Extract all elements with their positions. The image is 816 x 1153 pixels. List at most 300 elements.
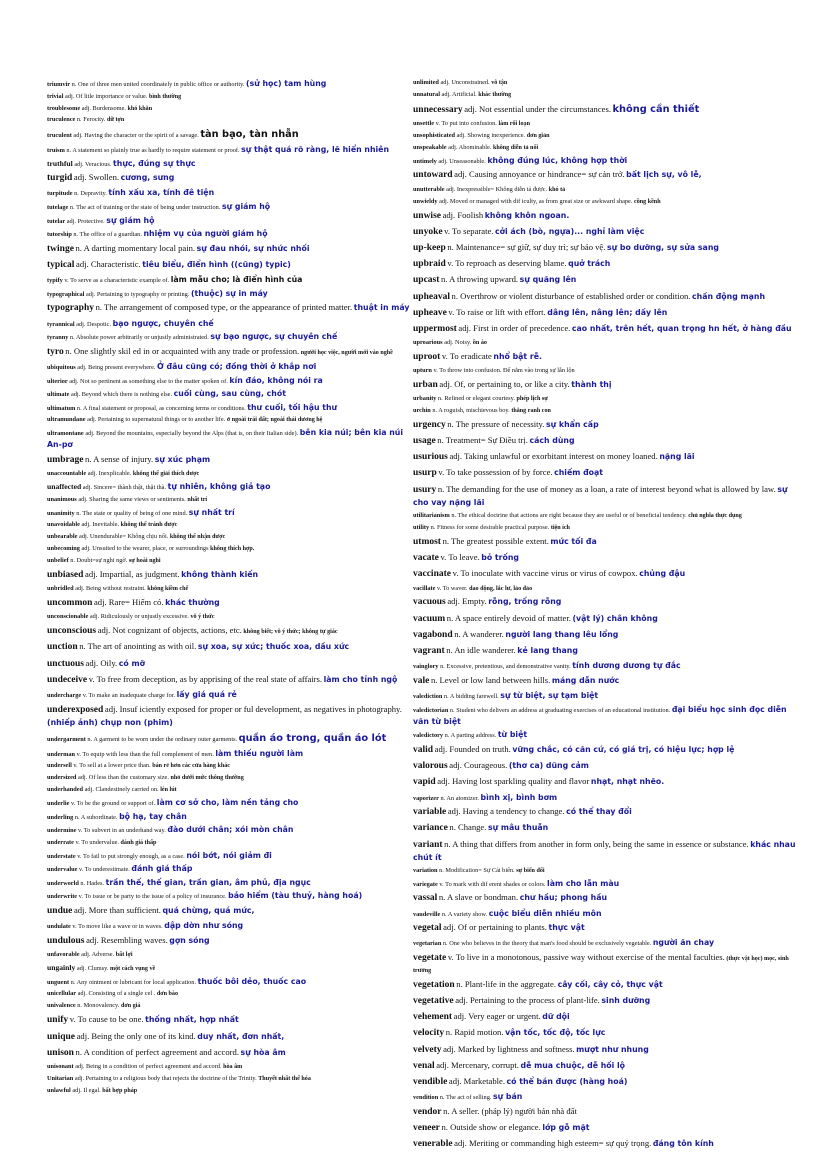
translation: nhổ bật rễ. (493, 352, 542, 362)
definition: n. Depravity. (74, 190, 107, 198)
translation: ở ngoài trái đất; ngoài thái dương hệ (226, 417, 323, 424)
translation: đánh giá thấp (131, 864, 193, 874)
headword: vainglory (413, 663, 439, 671)
definition: v. To subvert in an underhand way. (77, 827, 166, 835)
dictionary-entry (413, 1137, 805, 1152)
translation: Ở đâu cũng có; đồng thời ở khắp nơi (157, 361, 317, 371)
dictionary-entry (47, 215, 415, 227)
translation: nhiệm vụ của người giám hộ (143, 229, 268, 239)
dictionary-entry (413, 378, 805, 393)
dictionary-entry (47, 171, 415, 186)
dictionary-entry (413, 155, 805, 167)
headword: valedictory (413, 732, 444, 740)
headword: unanimous (47, 495, 77, 503)
definition: n. Refined or elegant courtesy. (438, 394, 515, 402)
headword: undulous (47, 935, 85, 946)
translation: không thể nhận được (169, 534, 226, 541)
definition: adj. Showing inexperience. (456, 132, 526, 140)
dictionary-entry (47, 1001, 415, 1011)
dictionary-entry (47, 934, 415, 949)
dictionary-entry (47, 904, 415, 919)
headword: unbridled (47, 585, 74, 593)
dictionary-entry (47, 388, 415, 400)
headword: vacate (413, 553, 439, 564)
dictionary-entry (47, 596, 415, 611)
dictionary-entry (47, 1062, 415, 1072)
definition: adj. Pertaining to typography or printing. (86, 290, 190, 298)
translation: kẻ lang thang (517, 646, 578, 656)
definition: n. A sense of injury. (85, 453, 154, 464)
definition: adj. Having the character or the spirit of a savage. (73, 132, 199, 140)
dictionary-entry (413, 866, 805, 876)
headword: upcast (413, 275, 440, 286)
dictionary-entry (47, 863, 415, 875)
definition: adj. Moved or managed with dif iculty, as from great size or awkward shape. (439, 197, 633, 205)
dictionary-entry (413, 1105, 805, 1120)
definition: n. Plant-life in the aggregate. (456, 978, 557, 989)
translation: bất lịch sự, vô lễ, (626, 170, 702, 180)
headword: vaudeville (413, 910, 441, 918)
dictionary-entry (47, 1046, 415, 1061)
dictionary-entry (47, 361, 415, 373)
right-column (413, 78, 805, 1153)
translation: sự từ biệt, sự tạm biệt (500, 691, 599, 701)
dictionary-entry (47, 158, 415, 170)
definition: v. To be the ground or support of. (70, 799, 156, 807)
definition: v. To mark with dif erent shades or colors. (439, 880, 546, 888)
headword: vagabond (413, 629, 453, 640)
headword: urgency (413, 419, 446, 430)
translation: bất hợp pháp (102, 1087, 138, 1094)
translation: khó tả (548, 186, 566, 193)
headword: tyro (47, 346, 64, 357)
headword: unify (47, 1015, 69, 1026)
headword: underhanded (47, 786, 84, 794)
headword: troublesome (47, 104, 81, 112)
translation: làm cho tỉnh ngộ (323, 674, 398, 684)
headword: typography (47, 303, 94, 314)
translation: nhạt, nhạt nhẽo. (590, 777, 665, 787)
headword: tyrannical (47, 320, 75, 328)
dictionary-entry (413, 209, 805, 224)
translation: bỏ trống (481, 553, 519, 563)
definition: n. The greatest possible extent. (442, 535, 549, 546)
translation: tàn bạo, tàn nhẫn (200, 129, 299, 141)
definition: v. To inoculate with vaccine virus or virus of cowpox. (452, 568, 638, 579)
translation: sự hòa âm (240, 1047, 286, 1057)
headword: undue (47, 905, 73, 916)
headword: trivial (47, 92, 64, 100)
dictionary-entry (413, 612, 805, 627)
translation: làm cơ sở cho, làm nền tảng cho (156, 797, 299, 807)
headword: vegetation (413, 979, 455, 990)
definition: v. To throw into confusion. Để nằm vào trong sự lẫn lộn (433, 367, 575, 375)
translation: không thích hợp. (210, 545, 255, 552)
definition: adj. Of, or pertaining to, or like a city. (439, 378, 570, 389)
headword: unnecessary (413, 104, 463, 115)
headword: uppermost (413, 324, 457, 335)
headword: unspeakable (413, 143, 447, 151)
translation: (vật lý) chân không (572, 613, 658, 623)
definition: n. The act of selling. (439, 1094, 492, 1102)
translation: sự giám hộ (106, 215, 155, 225)
definition: n. A seller. (pháp lý) người bán nhà đất (443, 1105, 577, 1116)
translation: khó khăn (127, 105, 153, 112)
dictionary-entry (47, 375, 415, 387)
definition: adj. Beyond which there is nothing else. (70, 391, 173, 399)
headword: usurious (413, 452, 448, 463)
headword: unbearable (47, 533, 78, 541)
headword: variant (413, 839, 443, 850)
dictionary-entry (413, 338, 805, 348)
translation: khác nhau chút ít (413, 839, 796, 863)
dictionary-entry (47, 544, 415, 554)
translation: không thể tránh được (120, 522, 178, 529)
translation: chiếm đoạt (554, 468, 604, 478)
translation: sự biến đổi (516, 867, 545, 874)
dictionary-entry (47, 890, 415, 902)
headword: ubiquitous (47, 363, 76, 371)
definition: adj. Meriting or commanding high esteem= sự quý trọng. (454, 1138, 652, 1149)
headword: utility (413, 523, 430, 531)
dictionary-entry (413, 394, 805, 404)
definition: n. One who believes in the theory that man's food should be exclusively vegetable. (442, 940, 652, 948)
headword: vacillate (413, 584, 436, 592)
headword: underexposed (47, 704, 104, 715)
translation: (sử học) tam hùng (246, 79, 327, 88)
headword: vapid (413, 777, 436, 788)
definition: adj. Clumsy. (76, 964, 109, 972)
headword: tutelage (47, 204, 69, 212)
translation: sự cho vay nặng lãi (413, 484, 788, 508)
headword: uproarious (413, 339, 443, 347)
translation: bên kia núi; bên kia núi An-pơ (47, 428, 404, 450)
translation: thực, đúng sự thực (113, 158, 196, 168)
headword: unanimity (47, 509, 75, 517)
definition: v. To separate. (444, 225, 494, 236)
translation: thuật in máy (353, 303, 410, 313)
dictionary-entry (413, 690, 805, 702)
headword: ulterior (47, 377, 68, 385)
translation: vững chắc, có căn cứ, có giá trị, có hiệu lực; hợp lệ (512, 744, 735, 754)
dictionary-entry (47, 640, 415, 655)
headword: univalence (47, 1002, 76, 1010)
headword: usage (413, 436, 436, 447)
definition: n. The office of a guardian. (73, 231, 142, 239)
definition: adj. Consisting of a single cel . (77, 990, 156, 998)
definition: n. Outside show or elegance. (441, 1122, 541, 1133)
headword: vegetate (413, 953, 447, 964)
dictionary-entry (47, 976, 415, 988)
definition: n. Doubt=sự nghi ngờ. (70, 556, 128, 564)
definition: n. Change. (449, 822, 487, 833)
definition: adj. Oily. (85, 657, 118, 668)
definition: n. An idle wanderer. (446, 645, 516, 656)
headword: typical (47, 259, 75, 270)
headword: vaccinate (413, 569, 451, 580)
headword: tutelar (47, 217, 66, 225)
translation: cách dùng (529, 436, 575, 446)
translation: thằng ranh con (511, 407, 551, 414)
translation: kín đáo, không nói ra (229, 375, 323, 385)
headword: unutterable (413, 185, 445, 193)
headword: vacuous (413, 597, 446, 608)
dictionary-entry (47, 402, 415, 414)
dictionary-entry (413, 660, 805, 672)
translation: trần thế, thế gian, trần gian, âm phủ, địa ngục (105, 877, 311, 887)
definition: n. Excessive, pretentious, and demonstrative vanity. (440, 663, 571, 671)
headword: urchin (413, 406, 431, 414)
dictionary-entry (413, 1075, 805, 1090)
headword: unique (47, 1031, 75, 1042)
headword: unaffected (47, 482, 82, 491)
translation: tiện ích (550, 524, 570, 531)
headword: unlimited (413, 79, 439, 86)
translation: không diễn tả nổi (492, 144, 539, 151)
dictionary-entry (413, 511, 805, 521)
translation: đáng tôn kính (652, 1139, 714, 1149)
definition: adj. Having lost sparkling quality and flavor (437, 776, 590, 787)
translation: nặng lãi (659, 452, 695, 462)
dictionary-entry (47, 612, 415, 622)
definition: v. To sell at a lower price than. (73, 762, 151, 770)
definition: v. To undervalue. (75, 838, 119, 846)
definition: n. The demanding for the use of money as a loan, a rate of interest beyond what is allowed by law. (437, 483, 776, 494)
dictionary-entry (47, 345, 415, 360)
definition: adj. Artificial. (441, 90, 477, 98)
headword: unfavorable (47, 950, 80, 958)
left-column (47, 78, 415, 1098)
headword: underwrite (47, 893, 78, 901)
headword: unbecoming (47, 544, 80, 552)
dictionary-entry (47, 481, 415, 493)
definition: n. The act of training or the state of being under instruction. (69, 204, 221, 212)
translation: cuộc biểu diễn nhiều môn (488, 908, 602, 918)
definition: adj. First in order of precedence. (458, 323, 571, 334)
translation: làm mẫu cho; là điển hình của (170, 275, 303, 285)
dictionary-entry (413, 466, 805, 481)
dictionary-entry (413, 792, 805, 804)
definition: adj. Not essential under the circumstances. (464, 103, 611, 114)
definition: n. The pressure of necessity. (447, 418, 545, 429)
dictionary-entry (47, 115, 415, 125)
headword: truculent (47, 132, 72, 140)
headword: vegetative (413, 995, 454, 1006)
headword: unguent (47, 978, 70, 986)
dictionary-entry (47, 824, 415, 836)
definition: adj. More than sufficient. (73, 904, 161, 915)
headword: upturn (413, 367, 432, 375)
headword: unction (47, 642, 78, 653)
headword: underworld (47, 879, 79, 887)
translation: lấy giá quá rẻ (176, 690, 237, 700)
dictionary-entry (47, 201, 415, 213)
translation: đại biểu học sinh đọc diễn văn từ biệt (413, 704, 787, 726)
headword: undulate (47, 923, 71, 931)
dictionary-entry (47, 761, 415, 771)
headword: vale (413, 675, 430, 686)
translation: không thể giải thích được (132, 471, 200, 478)
dictionary-entry (413, 535, 805, 550)
translation: sự xoa, sự xức; thuốc xoa, dầu xức (197, 642, 350, 652)
translation: (nhiếp ảnh) chụp non (phim) (47, 718, 173, 728)
dictionary-entry (47, 258, 415, 273)
translation: máng dẫn nước (551, 675, 620, 685)
definition: adj. Not so pertinent as something else to the matter spoken of. (69, 377, 228, 385)
translation: sự bạo ngược, sự chuyên chế (210, 332, 338, 342)
definition: adj. Being present everywhere. (77, 363, 156, 371)
definition: v. To free from deception, as by apprising of the real state of affairs. (88, 673, 323, 684)
dictionary-entry (47, 584, 415, 594)
definition: n. A final statement or proposal, as concerning terms or conditions. (76, 404, 246, 412)
definition: n. One of three men united coordinately in public office or authority. (71, 81, 245, 88)
dictionary-entry (413, 878, 805, 890)
definition: adj. Rare= Hiếm có. (93, 597, 164, 607)
headword: unison (47, 1047, 74, 1058)
dictionary-entry (413, 951, 805, 976)
dictionary-entry (47, 877, 415, 889)
translation: mức tối đa (550, 536, 597, 546)
definition: n. Fitness for some desirable practical purpose. (430, 523, 550, 531)
headword: undergarment (47, 735, 86, 743)
translation: (thực vật học) mọc, sinh trưởng (413, 956, 789, 974)
definition: n. Absolute power arbitrarily or unjustly administrated. (69, 334, 209, 342)
dictionary-entry (47, 731, 415, 746)
translation: đơn giá (120, 1003, 141, 1010)
headword: unwieldy (413, 197, 438, 205)
translation: gợn sóng (169, 935, 210, 945)
headword: underrate (47, 838, 74, 846)
headword: Unitarian (47, 1074, 74, 1082)
dictionary-entry (47, 850, 415, 862)
definition: v. To move like a wave or in waves. (72, 923, 163, 931)
headword: urbanity (413, 394, 437, 402)
headword: unsettle (413, 120, 434, 128)
definition: adj. Empty. (447, 596, 487, 607)
dictionary-entry (47, 144, 415, 156)
dictionary-entry (47, 495, 415, 505)
dictionary-entry (413, 406, 805, 416)
definition: v. To underestimate. (79, 866, 130, 874)
definition: n. Overthrow or violent disturbance of established order or condition. (451, 290, 691, 301)
dictionary-entry (413, 759, 805, 774)
headword: underlie (47, 799, 70, 807)
definition: adj. Impartial, as judgment. (85, 568, 180, 579)
definition: adj. Being without restraint. (75, 585, 146, 593)
definition: v. To live in a monotonous, passive way without exercise of the mental faculties. (447, 952, 725, 963)
headword: unaccountable (47, 470, 87, 478)
definition: v. To eradicate (441, 351, 492, 362)
definition: v. To serve as a characteristic example of. (64, 277, 170, 285)
headword: turpitude (47, 190, 73, 198)
translation: nhỏ dưới mức thông thường (170, 775, 244, 782)
translation: cao nhất, trên hết, quan trọng hn hết, ở hàng đầu (571, 324, 792, 334)
headword: tutorship (47, 231, 72, 239)
dictionary-entry (413, 225, 805, 240)
translation: tiêu biểu, điển hình ((cũng) typic) (142, 259, 291, 269)
definition: n. The arrangement of composed type, or the appearance of printed matter. (95, 302, 353, 313)
dictionary-entry (47, 989, 415, 999)
definition: adj. Having a tendency to change. (447, 806, 565, 817)
dictionary-entry (47, 673, 415, 688)
translation: tính xấu xa, tính đê tiện (108, 188, 215, 198)
dictionary-entry (413, 644, 805, 659)
definition: adj. Marked by lightness and softness. (443, 1043, 575, 1054)
definition: adj. Il egal. (72, 1086, 101, 1094)
translation: sự mâu thuẫn (487, 823, 549, 833)
headword: undervalue (47, 866, 78, 874)
headword: velvety (413, 1044, 442, 1055)
dictionary-entry (47, 920, 415, 932)
dictionary-entry (413, 1091, 805, 1103)
translation: ồn ào (472, 340, 487, 347)
headword: utilitarianism (413, 512, 450, 519)
headword: ultramundane (47, 416, 86, 424)
headword: vegetal (413, 923, 442, 934)
headword: unlawful (47, 1086, 71, 1094)
translation: làm thiếu người làm (215, 748, 304, 758)
definition: adj. Not cognizant of objects, actions, etc. (97, 625, 242, 636)
headword: valedictorian (413, 706, 449, 714)
definition: n. A condition of perfect agreement and accord. (75, 1046, 239, 1057)
dictionary-entry (47, 507, 415, 519)
definition: v. To waver. (436, 584, 468, 592)
headword: venerable (413, 1139, 453, 1150)
dictionary-entry (47, 748, 415, 760)
dictionary-entry (413, 450, 805, 465)
headword: unbelief (47, 556, 69, 564)
definition: n. A wanderer. (454, 628, 504, 639)
dictionary-entry (413, 674, 805, 689)
headword: typify (47, 277, 63, 285)
dictionary-entry (47, 950, 415, 960)
headword: vagrant (413, 646, 445, 657)
dictionary-entry (413, 366, 805, 376)
definition: adj. Foolish (442, 209, 484, 220)
dictionary-entry (47, 520, 415, 530)
dictionary-entry (413, 483, 805, 510)
definition: adj. Inexplicable. (87, 470, 132, 478)
headword: ungainly (47, 962, 76, 972)
translation: khác thường (478, 91, 512, 98)
translation: (thơ ca) dũng cảm (508, 761, 589, 771)
translation: làm rối loạn (498, 121, 530, 128)
dictionary-entry (413, 1010, 805, 1025)
definition: n. Level or low land between hills. (430, 674, 551, 685)
translation: mượt như nhung (576, 1044, 649, 1054)
headword: ultimate (47, 391, 70, 399)
translation: sự bo dưỡng, sự sửa sang (606, 243, 719, 253)
headword: undersell (47, 762, 72, 770)
translation: hòa âm (223, 1063, 243, 1070)
headword: vehement (413, 1012, 453, 1023)
dictionary-entry (47, 532, 415, 542)
translation: bình xị, bình bơm (480, 792, 558, 802)
dictionary-entry (413, 1121, 805, 1136)
translation: vô ý thức (190, 614, 215, 621)
definition: n. A roguish, mischievous boy. (432, 406, 510, 414)
translation: sự quăng lên (519, 275, 577, 285)
translation: lén lút (160, 787, 177, 794)
definition: n. The ethical doctrine that actions are right because they are useful or of beneficial tendency. (451, 512, 687, 519)
definition: adj. Pertaining to supernatural things or to another life. (87, 416, 226, 424)
headword: upheave (413, 307, 447, 318)
dictionary-entry (47, 187, 415, 199)
dictionary-entry (413, 418, 805, 433)
definition: n. A subordinate. (74, 813, 118, 821)
definition: adj. Unsuited to the wearer, place, or surroundings (81, 544, 209, 552)
headword: usury (413, 484, 437, 495)
